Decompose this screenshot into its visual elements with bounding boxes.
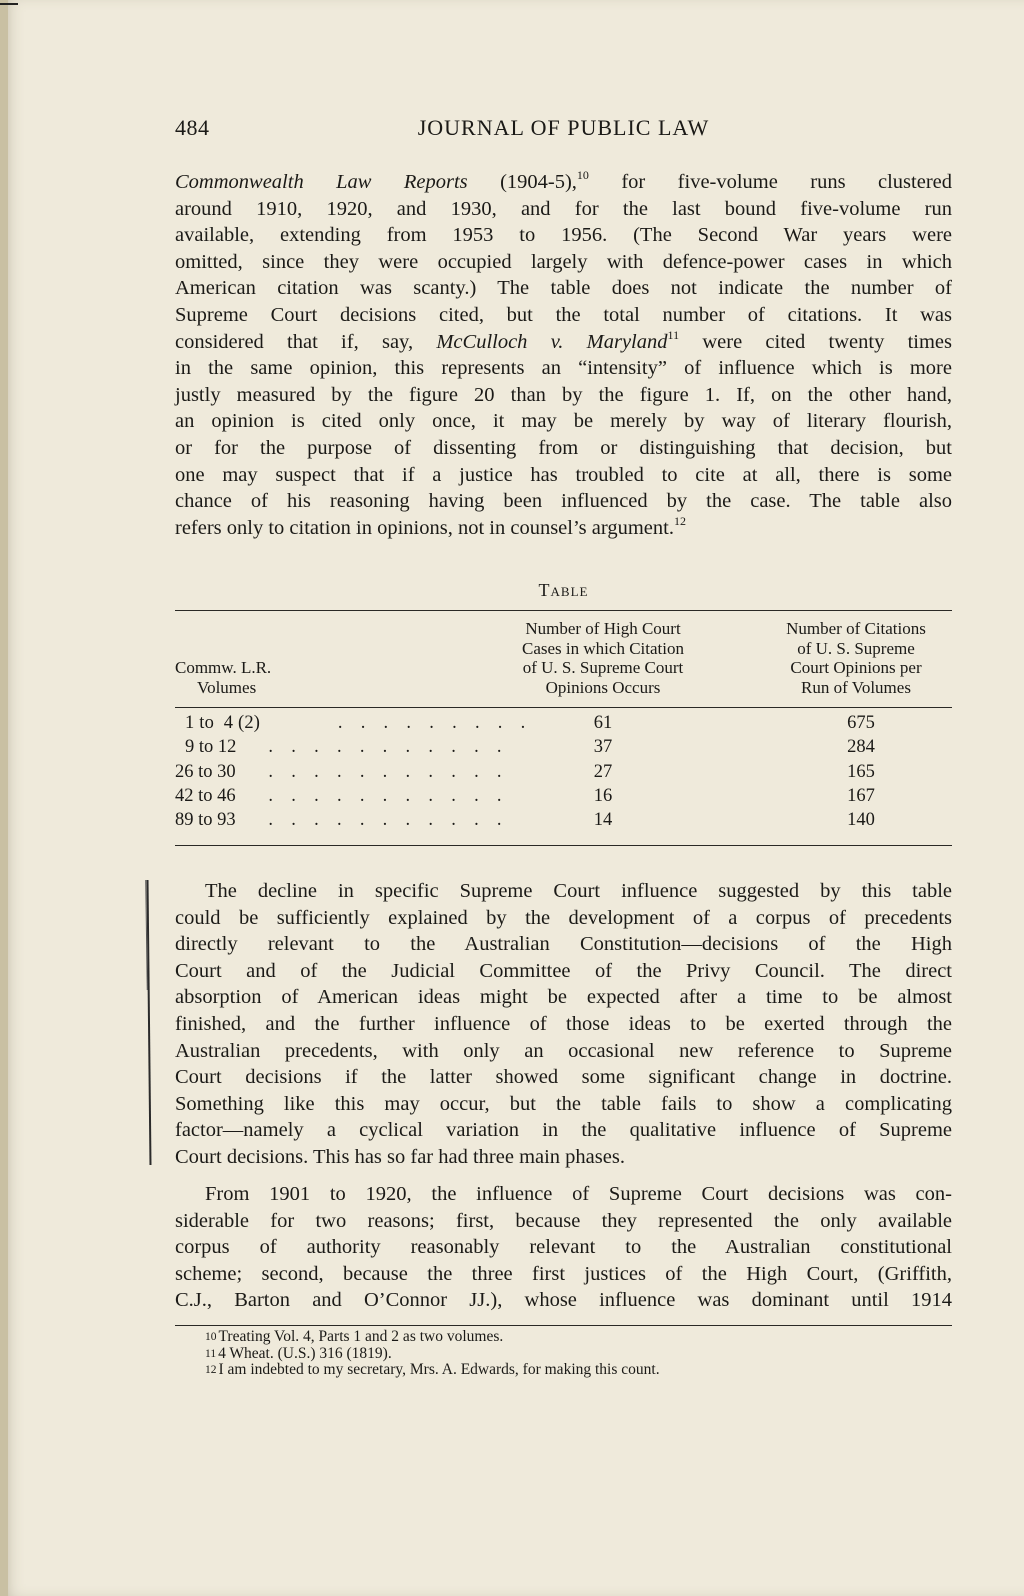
line-text: Something like this may occur, but the table fails to show a complicating xyxy=(175,1092,952,1115)
column-header-volumes xyxy=(175,658,305,697)
volume-range: 9 to 12 xyxy=(185,737,237,758)
margin-pencil-mark xyxy=(147,880,152,1165)
cases-value: 61 xyxy=(593,713,613,733)
journal-title: JOURNAL OF PUBLIC LAW xyxy=(417,115,710,140)
line-text: The decline in specific Supreme Court influence suggested by this table xyxy=(205,880,952,902)
text-line xyxy=(175,1091,952,1118)
line-text: Supreme Court decisions cited, but the total number of citations. It was xyxy=(175,303,952,326)
page-number: 484 xyxy=(175,115,210,140)
text-line xyxy=(175,462,952,489)
footnote-number: 10 xyxy=(205,1331,217,1343)
text-line xyxy=(175,905,952,932)
line-text: Australian precedents, with only an occasional new reference to Supreme xyxy=(175,1039,952,1062)
leader-dots: . . . . . . . . . xyxy=(315,713,533,733)
text-line xyxy=(175,488,952,515)
footnote xyxy=(205,1362,965,1379)
line-text: siderable for two reasons; first, because they represented the only available xyxy=(175,1209,952,1232)
line-text: refers only to citation in opinions, not in counsel’s argument. xyxy=(175,516,674,539)
line-text: were cited twenty times xyxy=(679,330,952,353)
text-line xyxy=(175,382,952,409)
line-text: an opinion is cited only once, it may be merely by way of literary flourish, xyxy=(175,410,952,433)
citations-value: 167 xyxy=(847,785,875,806)
table-bottom-rule xyxy=(175,845,952,846)
text-line xyxy=(175,1064,952,1091)
paragraph-1 xyxy=(175,169,952,541)
text-line xyxy=(175,1038,952,1065)
cases-value: 14 xyxy=(593,810,613,831)
text-line xyxy=(175,222,952,249)
table-top-rule xyxy=(175,610,952,611)
line-text: (1904-5), xyxy=(467,171,577,193)
line-text: for five-volume runs clustered xyxy=(588,171,952,193)
corner-mark xyxy=(0,3,18,5)
line-text: From 1901 to 1920, the influence of Supreme Court decisions was con- xyxy=(205,1183,952,1205)
text-line xyxy=(175,329,952,356)
leader-dots: . . . . . . . . . . . xyxy=(257,785,509,806)
line-text: could be sufficiently explained by the development of a corpus of precedents xyxy=(175,906,952,929)
footnote-ref: 12 xyxy=(673,513,686,528)
paragraph-2 xyxy=(175,878,952,1171)
line-text: C.J., Barton and O’Connor JJ.), whose influence was dominant until 1914 xyxy=(175,1289,952,1312)
footnote-rule xyxy=(175,1325,952,1326)
footnote-number: 11 xyxy=(205,1347,217,1360)
line-text: around 1910, 1920, and 1930, and for the last bound five-volume run xyxy=(175,197,952,220)
paragraph-3 xyxy=(175,1181,952,1314)
header-line: Court Opinions per xyxy=(790,658,922,677)
header-line: Volumes xyxy=(197,677,257,697)
table-row xyxy=(175,737,952,761)
cases-value: 16 xyxy=(593,785,613,806)
footnote-text: I am indebted to my secretary, Mrs. A. Edwards, for making this count. xyxy=(218,1361,660,1379)
header-line: of U. S. Supreme Court xyxy=(522,658,684,677)
footnotes xyxy=(205,1329,965,1379)
text-line xyxy=(175,302,952,329)
column-header-cases xyxy=(483,619,723,697)
citations-value: 140 xyxy=(847,810,875,831)
text-line xyxy=(175,275,952,302)
line-text: factor—namely a cyclical variation in the qualitative influence of Supreme xyxy=(175,1119,952,1142)
leader-dots: . . . . . . . . . . . xyxy=(257,737,509,758)
text-line xyxy=(175,984,952,1011)
text-line xyxy=(175,958,952,985)
footnote-ref: 10 xyxy=(576,168,589,182)
footnote-number: 12 xyxy=(205,1364,217,1377)
citations-value: 284 xyxy=(847,737,875,758)
footnote-text: 4 Wheat. (U.S.) 316 (1819). xyxy=(218,1344,392,1362)
footnote-ref: 11 xyxy=(667,327,680,342)
line-text: scheme; second, because the three first justices of the High Court, (Griffith, xyxy=(175,1262,952,1285)
line-text: or for the purpose of dissenting from or distinguishing that decision, but xyxy=(175,436,952,459)
header-line: of U. S. Supreme xyxy=(797,638,915,658)
leader-dots: . . . . . . . . . . . xyxy=(257,810,509,831)
table-row xyxy=(175,713,952,737)
table-header-rule xyxy=(175,707,952,708)
table-row xyxy=(175,786,952,810)
italic-citation: Commonwealth Law Reports xyxy=(175,171,468,193)
text-line xyxy=(175,408,952,435)
leader-dots: . . . . . . . . . . . xyxy=(257,761,509,782)
column-header-citations xyxy=(760,619,952,697)
text-line xyxy=(175,435,952,462)
binding-edge xyxy=(0,0,8,1596)
footnote xyxy=(205,1346,965,1363)
text-line xyxy=(175,1208,952,1235)
volume-range: 1 to 4 (2) xyxy=(185,713,261,733)
footnote xyxy=(205,1329,965,1346)
text-line xyxy=(175,169,952,196)
cases-value: 37 xyxy=(593,737,613,758)
footnote-text: Treating Vol. 4, Parts 1 and 2 as two volumes. xyxy=(218,1328,504,1345)
line-text: directly relevant to the Australian Constitution—decisions of the High xyxy=(175,933,952,956)
line-text: in the same opinion, this represents an “intensity” of influence which is more xyxy=(175,357,952,380)
citations-value: 165 xyxy=(847,761,875,782)
header-line: Cases in which Citation xyxy=(522,638,684,658)
text-line xyxy=(175,515,952,542)
text-line xyxy=(175,1181,952,1208)
table-title-text: Table xyxy=(538,580,589,600)
line-text: one may suspect that if a justice has troubled to cite at all, there is some xyxy=(175,463,952,486)
text-line xyxy=(175,1287,952,1314)
line-text: Court decisions. This has so far had three main phases. xyxy=(175,1145,625,1168)
line-text: corpus of authority reasonably relevant to the Australian constitutional xyxy=(175,1236,952,1259)
line-text: Court and of the Judicial Committee of the Privy Council. The direct xyxy=(175,959,952,982)
text-line xyxy=(175,878,952,905)
volume-range: 42 to 46 xyxy=(175,785,236,806)
line-text: Court decisions if the latter showed some significant change in doctrine. xyxy=(175,1066,952,1089)
line-text: considered that if, say, xyxy=(175,330,437,353)
table-title xyxy=(175,580,952,601)
text-line xyxy=(175,249,952,276)
line-text: omitted, since they were occupied largely with defence-power cases in which xyxy=(175,250,952,273)
text-line xyxy=(175,196,952,223)
line-text: American citation was scanty.) The table does not indicate the number of xyxy=(175,277,952,300)
text-line xyxy=(175,1234,952,1261)
running-header xyxy=(175,115,952,149)
line-text: finished, and the further influence of those ideas to be exerted through the xyxy=(175,1012,952,1035)
text-line xyxy=(175,355,952,382)
text-line xyxy=(175,1144,952,1171)
text-line xyxy=(175,1117,952,1144)
header-line: Run of Volumes xyxy=(801,677,911,697)
line-text: justly measured by the figure 20 than by the figure 1. If, on the other hand, xyxy=(175,383,952,406)
header-line: Number of Citations xyxy=(786,619,926,638)
header-line: Commw. L.R. xyxy=(175,658,272,677)
volume-range: 26 to 30 xyxy=(175,761,236,782)
line-text: available, extending from 1953 to 1956. (The Second War years were xyxy=(175,224,952,247)
table-row xyxy=(175,762,952,786)
text-line xyxy=(175,1011,952,1038)
table-row xyxy=(175,810,952,834)
line-text: chance of his reasoning having been influenced by the case. The table also xyxy=(175,490,952,513)
header-line: Opinions Occurs xyxy=(545,677,661,697)
line-text: absorption of American ideas might be expected after a time to be almost xyxy=(175,986,952,1009)
volume-range: 89 to 93 xyxy=(175,810,236,831)
italic-citation: McCulloch v. Maryland xyxy=(436,330,668,353)
text-line xyxy=(175,931,952,958)
text-line xyxy=(175,1261,952,1288)
citations-value: 675 xyxy=(847,713,875,733)
cases-value: 27 xyxy=(593,761,613,782)
header-line: Number of High Court xyxy=(525,619,681,638)
